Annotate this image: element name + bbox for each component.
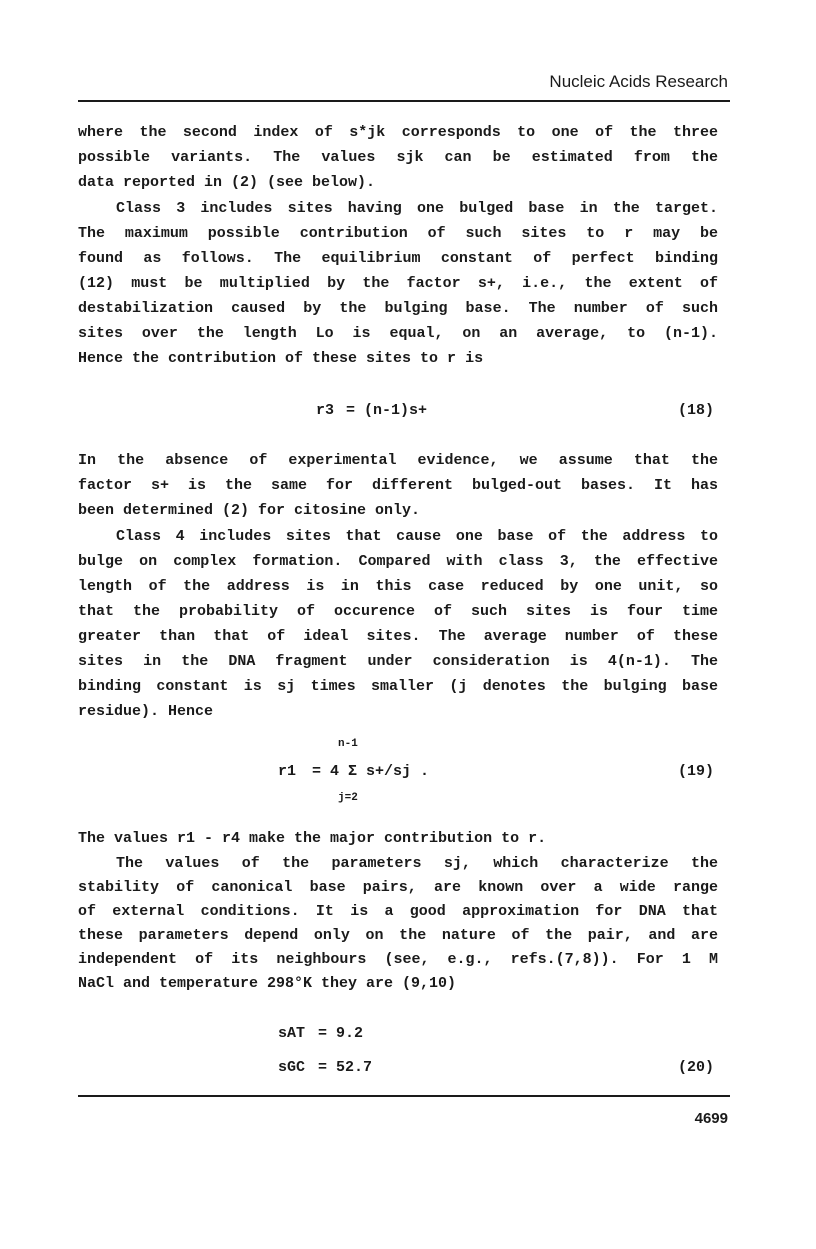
text-line: factor s+ is the same for different bulged-out bases. It has: [78, 477, 718, 494]
text-line: residue). Hence: [78, 703, 214, 720]
text-line: possible variants. The values sjk can be estimated from the: [78, 149, 718, 166]
text-line: data reported in (2) (see below).: [78, 174, 376, 191]
header-rule: [78, 100, 730, 102]
equation-18-rhs: = (n-1)s+: [346, 402, 428, 419]
text-line: In the absence of experimental evidence, we assume that the: [78, 452, 718, 469]
text-line: The maximum possible contribution of such sites to r may be: [78, 225, 718, 242]
text-line: stability of canonical base pairs, are known over a wide range: [78, 879, 718, 896]
text-line: of external conditions. It is a good approximation for DNA that: [78, 903, 718, 920]
page-number: 4699: [694, 1110, 728, 1127]
text-line: The values r1 - r4 make the major contribution to r.: [78, 830, 547, 847]
equation-19-lhs: r1: [278, 763, 297, 780]
equation-20-gc-label: sGC: [278, 1059, 306, 1076]
equation-19-rhs: = 4 Σ s+/sj .: [312, 763, 430, 780]
text-line: been determined (2) for citosine only.: [78, 502, 421, 519]
text-line: (12) must be multiplied by the factor s+, i.e., the extent of: [78, 275, 718, 292]
text-line: sites over the length Lo is equal, on an average, to (n-1).: [78, 325, 718, 342]
text-line: these parameters depend only on the nature of the pair, and are: [78, 927, 718, 944]
equation-18-number: (18): [678, 402, 715, 419]
text-line: NaCl and temperature 298°K they are (9,10): [78, 975, 457, 992]
equation-19-number: (19): [678, 763, 715, 780]
text-line: independent of its neighbours (see, e.g., refs.(7,8)). For 1 M: [78, 951, 718, 968]
equation-20-gc-value: = 52.7: [318, 1059, 373, 1076]
text-line: Class 4 includes sites that cause one base of the address to: [116, 528, 718, 545]
text-line: that the probability of occurence of such sites is four time: [78, 603, 718, 620]
text-line: greater than that of ideal sites. The average number of these: [78, 628, 718, 645]
equation-20-at-value: = 9.2: [318, 1025, 364, 1042]
equation-19-lower-limit: j=2: [338, 792, 358, 804]
text-line: Hence the contribution of these sites to r is: [78, 350, 484, 367]
text-line: binding constant is sj times smaller (j denotes the bulging base: [78, 678, 718, 695]
journal-header: Nucleic Acids Research: [549, 72, 728, 91]
text-line: where the second index of s*jk corresponds to one of the three: [78, 124, 718, 141]
text-line: sites in the DNA fragment under consideration is 4(n-1). The: [78, 653, 718, 670]
text-line: The values of the parameters sj, which characterize the: [116, 855, 718, 872]
equation-20-at-label: sAT: [278, 1025, 306, 1042]
equation-18-lhs: r3: [316, 402, 335, 419]
text-line: bulge on complex formation. Compared with class 3, the effective: [78, 553, 718, 570]
equation-19-upper-limit: n-1: [338, 738, 358, 750]
footer-rule: [78, 1095, 730, 1097]
text-line: found as follows. The equilibrium constant of perfect binding: [78, 250, 718, 267]
text-line: destabilization caused by the bulging base. The number of such: [78, 300, 718, 317]
equation-20-number: (20): [678, 1059, 715, 1076]
text-line: length of the address is in this case reduced by one unit, so: [78, 578, 718, 595]
text-line: Class 3 includes sites having one bulged base in the target.: [116, 200, 718, 217]
